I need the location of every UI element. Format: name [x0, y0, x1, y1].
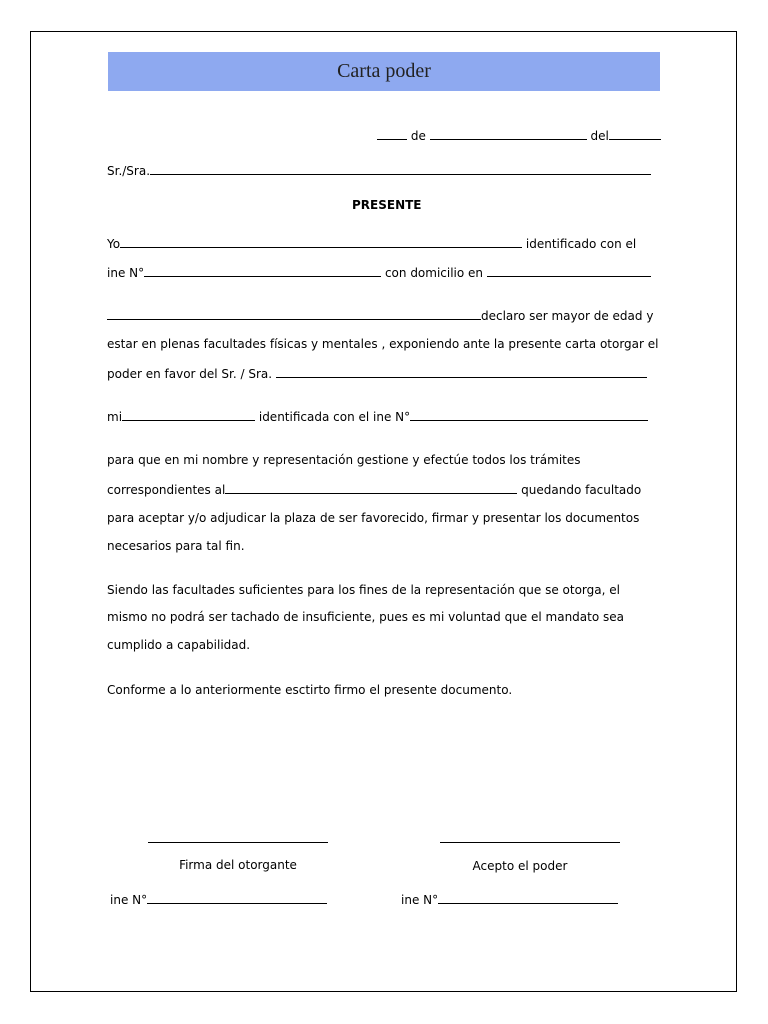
signature-line-apoderado[interactable] [440, 842, 620, 843]
estar-line: estar en plenas facultades físicas y mentales , exponiendo ante la presente carta otorgar el [107, 337, 659, 351]
ine-otorgante-line [110, 891, 327, 908]
ine-otorgante-blank[interactable] [147, 891, 327, 904]
relation-blank[interactable] [122, 408, 255, 421]
de-label: de [410, 129, 426, 143]
poder-label: poder en favor del Sr. / Sra. [107, 367, 273, 381]
conforme-line: Conforme a lo anteriormente esctirto firmo el presente documento. [107, 683, 513, 697]
acepto-poder-label: Acepto el poder [472, 859, 568, 873]
ine-apoderado-label: ine N° [401, 893, 439, 907]
address-line [107, 307, 653, 324]
mismo-line: mismo no podrá ser tachado de insuficiente, pues es mi voluntad que el mandato sea [107, 610, 624, 624]
ine-apoderado-line [401, 891, 618, 908]
necesarios-line: necesarios para tal fin. [107, 539, 245, 553]
ine-otorgante-label: ine N° [110, 893, 148, 907]
year-blank[interactable] [609, 127, 661, 140]
address-blank[interactable] [107, 307, 481, 320]
quedando-label: quedando facultado [521, 483, 642, 497]
para-aceptar-line: para aceptar y/o adjudicar la plaza de ser favorecido, firmar y presentar los documentos [107, 511, 640, 525]
para-que-line: para que en mi nombre y representación gestione y efectúe todos los trámites [107, 453, 581, 467]
identificado-label: identificado con el [525, 237, 637, 251]
tramite-blank[interactable] [225, 481, 517, 494]
cumplido-line: cumplido a capabilidad. [107, 638, 251, 652]
month-blank[interactable] [430, 127, 587, 140]
declaro-label: declaro ser mayor de edad y [481, 309, 654, 323]
document-title: Carta poder [108, 52, 660, 91]
ine-blank[interactable] [144, 264, 381, 277]
siendo-line: Siendo las facultades suficientes para los fines de la representación que se otorga, el [107, 583, 620, 597]
apoderado-blank[interactable] [276, 365, 647, 378]
day-blank[interactable] [377, 127, 407, 140]
correspondientes-label: correspondientes al [107, 483, 226, 497]
domicilio-blank[interactable] [487, 264, 651, 277]
ine-apoderado-blank[interactable] [410, 408, 648, 421]
name-blank[interactable] [120, 235, 522, 248]
correspondientes-line [107, 481, 641, 498]
poder-line [107, 365, 647, 382]
date-line [377, 127, 661, 144]
recipient-blank[interactable] [150, 162, 651, 175]
del-label: del [590, 129, 609, 143]
signature-line-otorgante[interactable] [148, 842, 328, 843]
mi-line [107, 408, 648, 425]
mi-label: mi [107, 410, 123, 424]
ine-label: ine N° [107, 266, 145, 280]
yo-label: Yo [107, 237, 121, 251]
ine-apoderado-sig-blank[interactable] [438, 891, 618, 904]
presente-heading: PRESENTE [352, 198, 422, 212]
yo-line [107, 235, 636, 252]
firma-otorgante-label: Firma del otorgante [179, 858, 297, 872]
recipient-line [107, 162, 651, 179]
identificada-label: identificada con el ine N° [258, 410, 411, 424]
domicilio-label: con domicilio en [384, 266, 484, 280]
recipient-label: Sr./Sra. [107, 164, 151, 178]
ine-line [107, 264, 651, 281]
